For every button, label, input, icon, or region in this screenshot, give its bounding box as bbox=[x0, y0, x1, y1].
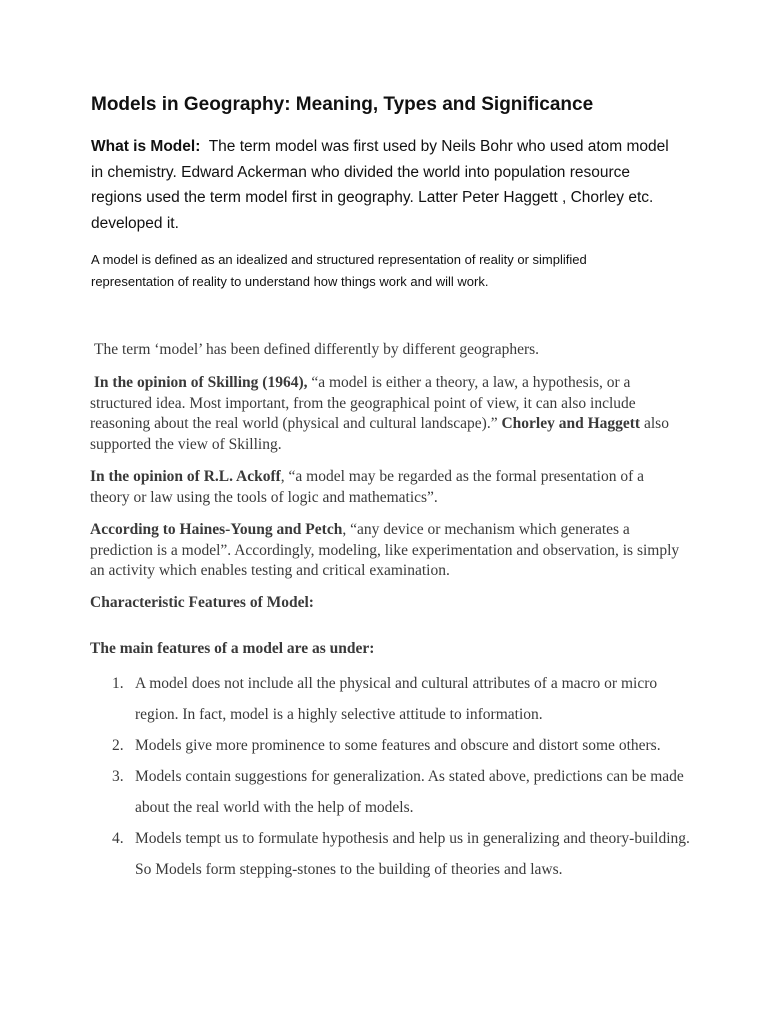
haines-paragraph bbox=[90, 520, 682, 582]
features-subheading: The main features of a model are as under: bbox=[90, 640, 375, 657]
intro-label: What is Model: bbox=[91, 138, 201, 155]
list-item-text: Models contain suggestions for generalization. As stated above, predictions can be made about the real world with the help of models. bbox=[135, 768, 684, 816]
definition-paragraph: A model is defined as an idealized and structured representation of reality or simplified representation of reality to understand how things work and will work. bbox=[91, 252, 587, 289]
haines-quote: , “any device or mechanism which generates a prediction is a model”. Accordingly, modeling, like experimentation and observation, is simply an activity which enables testing and critical examination. bbox=[90, 521, 680, 579]
features-heading: Characteristic Features of Model: bbox=[90, 594, 314, 611]
document-title: Models in Geography: Meaning, Types and Significance bbox=[91, 94, 594, 115]
haines-lead: According to Haines-Young and Petch bbox=[90, 521, 343, 538]
ackoff-quote: , “a model may be regarded as the formal presentation of a theory or law using the tools of logic and mathematics”. bbox=[90, 468, 645, 506]
list-item bbox=[90, 730, 690, 761]
list-item bbox=[90, 823, 690, 885]
list-item bbox=[90, 668, 690, 730]
list-item-text: A model does not include all the physical and cultural attributes of a macro or micro region. In fact, model is a highly selective attitude to information. bbox=[135, 675, 658, 723]
ackoff-paragraph bbox=[90, 467, 682, 508]
skilling-quote: “a model is either a theory, a law, a hypothesis, or a structured idea. Most important, from the geographical point of view, it can also include reasoning about the real world (physical and cultural landscape).” bbox=[90, 374, 636, 432]
ackoff-lead: In the opinion of R.L. Ackoff bbox=[90, 468, 281, 485]
intro-paragraph bbox=[91, 134, 671, 236]
intro-text: The term model was first used by Neils Bohr who used atom model in chemistry. Edward Ackerman who divided the world into population resource regions used the term model first in geography. Latter Peter Haggett , Chorley etc. developed it. bbox=[91, 138, 669, 232]
skilling-tail: also supported the view of Skilling. bbox=[90, 415, 669, 453]
skilling-names: Chorley and Haggett bbox=[501, 415, 641, 432]
list-item-number: 1. bbox=[112, 675, 124, 692]
list-item-number: 2. bbox=[112, 737, 124, 754]
list-item-number: 3. bbox=[112, 768, 124, 785]
features-list bbox=[90, 668, 690, 885]
list-item bbox=[90, 761, 690, 823]
list-item-text: Models give more prominence to some features and obscure and distort some others. bbox=[135, 737, 661, 754]
skilling-lead: In the opinion of Skilling (1964), bbox=[93, 374, 308, 391]
list-item-text: Models tempt us to formulate hypothesis and help us in generalizing and theory-building. So Models form stepping-stones to the building of theories and laws. bbox=[135, 830, 690, 878]
defined-differently-paragraph: The term ‘model’ has been defined differently by different geographers. bbox=[94, 341, 540, 358]
list-item-number: 4. bbox=[112, 830, 124, 847]
skilling-paragraph bbox=[90, 373, 682, 455]
